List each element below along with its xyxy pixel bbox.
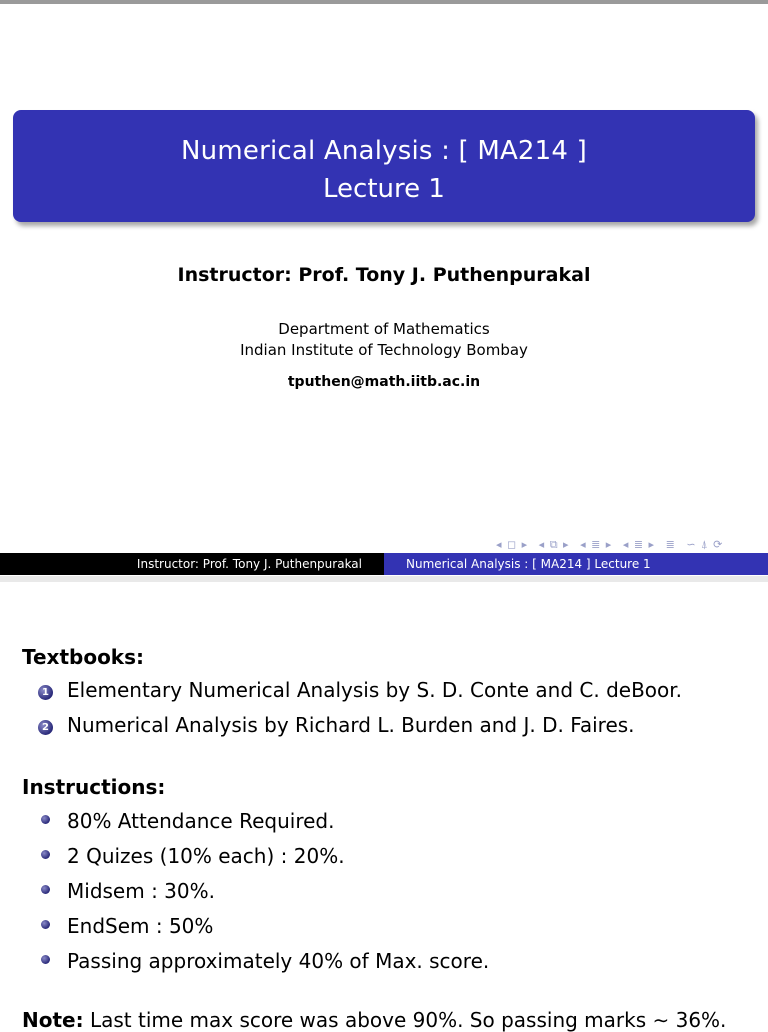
department: Department of Mathematics (278, 320, 490, 338)
note (22, 1008, 726, 1032)
instruction-text: 2 Quizes (10% each) : 20%. (67, 844, 345, 868)
note-text: Last time max score was above 90%. So passing marks ∼ 36%. (83, 1008, 727, 1032)
textbook-text: Elementary Numerical Analysis by S. D. Conte and C. deBoor. (67, 678, 682, 702)
institute: Indian Institute of Technology Bombay (240, 341, 528, 359)
list-item (38, 914, 213, 938)
textbooks-heading: Textbooks: (22, 645, 145, 669)
title-block (13, 110, 755, 222)
nav-frame-icon[interactable]: ◂ ◻ ▸ (496, 538, 529, 551)
instruction-text: Midsem : 30%. (67, 879, 215, 903)
slide-title: Numerical Analysis : [ MA214 ] (181, 136, 587, 166)
list-item (38, 809, 334, 833)
beamer-navigation (496, 538, 729, 552)
bullet-icon (41, 920, 50, 929)
list-item (38, 879, 215, 903)
slide-subtitle: Lecture 1 (323, 174, 445, 204)
nav-toc-icon[interactable]: ≣ (665, 538, 676, 551)
bullet-icon (41, 955, 50, 964)
footer-title: Numerical Analysis : [ MA214 ] Lecture 1 (384, 553, 768, 575)
instructor-name: Instructor: Prof. Tony J. Puthenpurakal (177, 264, 591, 286)
instructions-heading: Instructions: (22, 775, 166, 799)
enum-number-icon: 1 (38, 685, 53, 700)
list-item (38, 949, 489, 973)
slide-footer (0, 553, 768, 575)
list-item (38, 713, 635, 737)
bullet-icon (41, 815, 50, 824)
instruction-text: EndSem : 50% (67, 914, 214, 938)
enum-number-icon: 2 (38, 720, 53, 735)
nav-subsection-icon[interactable]: ◂ ⧉ ▸ (538, 538, 570, 551)
instruction-text: 80% Attendance Required. (67, 809, 335, 833)
textbook-text: Numerical Analysis by Richard L. Burden and J. D. Faires. (67, 713, 635, 737)
title-slide (0, 4, 768, 576)
instruction-text: Passing approximately 40% of Max. score. (67, 949, 490, 973)
list-item (38, 844, 345, 868)
nav-section-icon[interactable]: ◂ ≣ ▸ (580, 538, 613, 551)
nav-search-icon[interactable]: ∽ ⍋ ⟳ (686, 538, 724, 551)
footer-author: Instructor: Prof. Tony J. Puthenpurakal (0, 553, 384, 575)
bullet-icon (41, 850, 50, 859)
note-label: Note: (22, 1008, 84, 1032)
email: tputhen@math.iitb.ac.in (287, 374, 481, 390)
bullet-icon (41, 885, 50, 894)
nav-document-icon[interactable]: ◂ ≣ ▸ (622, 538, 656, 551)
list-item (38, 678, 682, 702)
